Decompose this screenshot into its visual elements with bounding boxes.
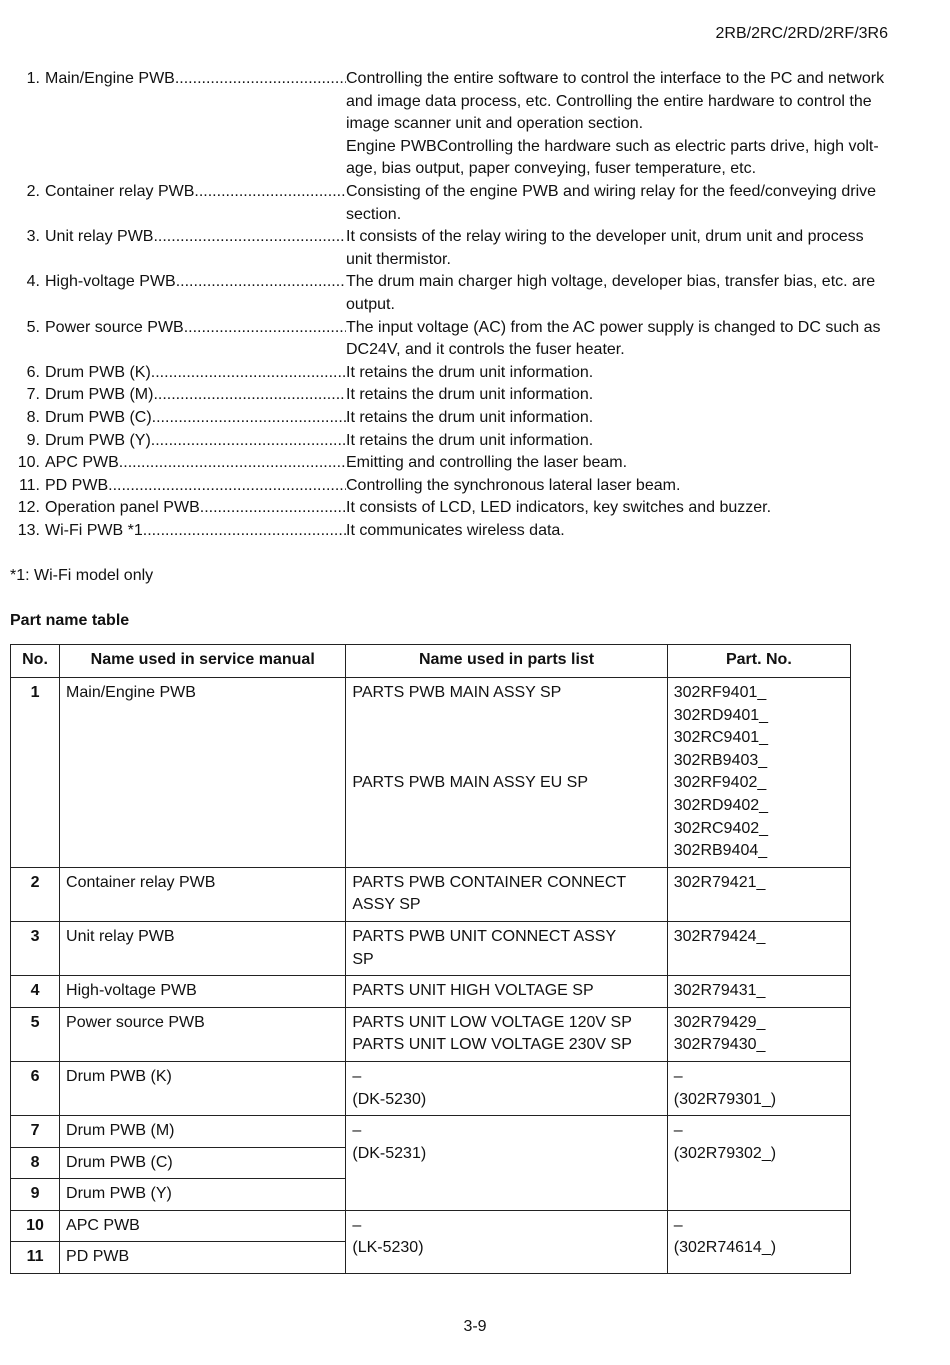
part-no-line: 302R79430_ — [673, 1036, 766, 1054]
service-name: Container relay PWB — [60, 867, 346, 921]
item-term: Operation panel PWB — [45, 499, 200, 517]
description-item — [10, 317, 930, 362]
item-number: 12. — [17, 499, 40, 517]
service-name: Drum PWB (K) — [60, 1061, 346, 1115]
dot-leader — [153, 384, 346, 407]
description-line: It retains the drum unit information. — [346, 386, 594, 404]
part-no-line: (302R79301_) — [673, 1090, 777, 1108]
item-description — [346, 520, 930, 543]
row-no: 2 — [11, 867, 60, 921]
table-header-row — [11, 645, 851, 678]
item-term: Container relay PWB — [45, 182, 195, 200]
parts-list-line: (LK-5230) — [352, 1239, 424, 1257]
description-line: age, bias output, paper conveying, fuser temperature, etc. — [346, 160, 757, 178]
item-term: High-voltage PWB — [45, 273, 176, 291]
parts-list-name — [346, 678, 667, 868]
header-no: No. — [11, 645, 60, 678]
description-line: image scanner unit and operation section. — [346, 115, 644, 133]
part-no-line: 302RC9401_ — [673, 729, 769, 747]
dot-leader — [143, 520, 346, 543]
parts-list-name — [346, 1116, 667, 1211]
parts-list-line: SP — [352, 950, 374, 968]
part-no-line: – — [673, 1067, 683, 1085]
item-number: 7. — [26, 386, 40, 404]
row-no: 11 — [11, 1242, 60, 1274]
description-line: Controlling the synchronous lateral laser beam. — [346, 476, 681, 494]
item-description — [346, 68, 930, 181]
description-line: The drum main charger high voltage, developer bias, transfer bias, etc. are — [346, 273, 876, 291]
row-no: 10 — [11, 1210, 60, 1242]
row-no: 7 — [11, 1116, 60, 1148]
parts-list-name — [346, 1061, 667, 1115]
part-no — [667, 678, 850, 868]
parts-list-line: – — [352, 1122, 362, 1140]
item-description — [346, 452, 930, 475]
service-name: Drum PWB (Y) — [60, 1179, 346, 1211]
part-no-line: (302R79302_) — [673, 1144, 777, 1162]
header-parts-list-name: Name used in parts list — [346, 645, 667, 678]
dot-leader — [151, 430, 346, 453]
row-no: 9 — [11, 1179, 60, 1211]
description-item — [10, 430, 930, 453]
dot-leader — [184, 317, 346, 362]
parts-list-line: PARTS PWB MAIN ASSY EU SP — [352, 774, 588, 792]
table-row — [11, 1007, 851, 1061]
item-number: 6. — [26, 363, 40, 381]
description-item — [10, 452, 930, 475]
parts-list-line: (DK-5230) — [352, 1090, 427, 1108]
description-line: It retains the drum unit information. — [346, 408, 594, 426]
dot-leader — [151, 362, 346, 385]
table-row — [11, 1210, 851, 1242]
row-no: 8 — [11, 1147, 60, 1179]
header-service-name: Name used in service manual — [60, 645, 346, 678]
item-number: 4. — [26, 273, 40, 291]
part-no — [667, 1210, 850, 1273]
parts-list-line: PARTS PWB MAIN ASSY SP — [352, 684, 562, 701]
model-code-header: 2RB/2RC/2RD/2RF/3R6 — [715, 25, 888, 42]
dot-leader — [119, 452, 346, 475]
description-item — [10, 520, 930, 543]
description-item — [10, 407, 930, 430]
item-number: 3. — [26, 228, 40, 246]
item-term: Unit relay PWB — [45, 228, 154, 246]
service-name: Drum PWB (M) — [60, 1116, 346, 1148]
header-part-no: Part. No. — [667, 645, 850, 678]
service-name: Drum PWB (C) — [60, 1147, 346, 1179]
footnote: *1: Wi-Fi model only — [10, 567, 154, 584]
description-line: The input voltage (AC) from the AC power supply is changed to DC such as — [346, 318, 881, 336]
item-term: Wi-Fi PWB *1 — [45, 521, 143, 539]
parts-list-name: PARTS UNIT HIGH VOLTAGE SP — [346, 976, 667, 1008]
part-name-table — [10, 644, 851, 1274]
parts-list-line: – — [352, 1216, 362, 1234]
item-description — [346, 362, 930, 385]
description-line: It consists of the relay wiring to the developer unit, drum unit and process — [346, 228, 864, 246]
description-line: It retains the drum unit information. — [346, 363, 594, 381]
item-term: PD PWB — [45, 476, 109, 494]
part-no — [667, 1061, 850, 1115]
page-number: 3-9 — [463, 1318, 487, 1335]
part-no-line: 302RD9402_ — [673, 796, 769, 814]
item-number: 9. — [26, 431, 40, 449]
item-number: 8. — [26, 408, 40, 426]
dot-leader — [200, 497, 346, 520]
description-item — [10, 384, 930, 407]
service-name: Main/Engine PWB — [60, 678, 346, 868]
service-name: APC PWB — [60, 1210, 346, 1242]
item-description — [346, 181, 930, 226]
item-description — [346, 475, 930, 498]
parts-list-line: PARTS UNIT LOW VOLTAGE 230V SP — [352, 1036, 632, 1054]
part-no-line: 302RF9402_ — [673, 774, 767, 792]
part-no-line: 302RD9401_ — [673, 706, 769, 724]
item-description — [346, 226, 930, 271]
description-item — [10, 362, 930, 385]
description-line: Consisting of the engine PWB and wiring relay for the feed/conveying drive — [346, 182, 877, 200]
item-number: 11. — [18, 476, 40, 494]
part-no-line: 302RC9402_ — [673, 819, 769, 837]
parts-list-line: (DK-5231) — [352, 1144, 427, 1162]
item-term: Drum PWB (C) — [45, 408, 152, 426]
dot-leader — [194, 181, 346, 226]
description-line: DC24V, and it controls the fuser heater. — [346, 341, 625, 359]
description-item — [10, 271, 930, 316]
dot-leader — [152, 407, 346, 430]
item-term: Drum PWB (M) — [45, 386, 154, 404]
item-term: Drum PWB (Y) — [45, 431, 151, 449]
pwb-description-list — [10, 68, 930, 542]
service-name: High-voltage PWB — [60, 976, 346, 1008]
table-row — [11, 1116, 851, 1148]
part-no: 302R79431_ — [667, 976, 850, 1008]
service-name: Unit relay PWB — [60, 921, 346, 975]
part-no-line: – — [673, 1216, 683, 1234]
description-line: It communicates wireless data. — [346, 521, 565, 539]
description-line: and image data process, etc. Controlling the entire hardware to control the — [346, 92, 872, 110]
table-title: Part name table — [10, 612, 130, 629]
table-row — [11, 867, 851, 921]
description-line: It consists of LCD, LED indicators, key switches and buzzer. — [346, 499, 772, 517]
row-no: 6 — [11, 1061, 60, 1115]
part-no — [667, 1007, 850, 1061]
dot-leader — [108, 475, 346, 498]
row-no: 1 — [11, 678, 60, 868]
description-line: Controlling the entire software to control the interface to the PC and network — [346, 70, 885, 87]
part-no-line: 302RB9403_ — [673, 751, 768, 769]
item-term: Main/Engine PWB — [45, 70, 175, 87]
part-no-line: 302RF9401_ — [673, 684, 767, 701]
item-number: 10. — [17, 454, 40, 472]
description-line: output. — [346, 295, 395, 313]
table-row — [11, 678, 851, 868]
dot-leader — [175, 68, 346, 181]
parts-list-line: PARTS PWB UNIT CONNECT ASSY — [352, 927, 617, 945]
description-line: unit thermistor. — [346, 250, 451, 268]
parts-list-line: PARTS UNIT LOW VOLTAGE 120V SP — [352, 1013, 632, 1031]
item-number: 2. — [26, 182, 40, 200]
parts-list-name — [346, 1007, 667, 1061]
item-term: APC PWB — [45, 454, 119, 472]
description-item — [10, 497, 930, 520]
part-no-line: (302R74614_) — [673, 1239, 777, 1257]
part-no-line: 302RB9404_ — [673, 842, 768, 860]
item-description — [346, 497, 930, 520]
row-no: 4 — [11, 976, 60, 1008]
parts-list-line: – — [352, 1067, 362, 1085]
parts-list-name — [346, 867, 667, 921]
description-line: Emitting and controlling the laser beam. — [346, 454, 628, 472]
table-row — [11, 921, 851, 975]
dot-leader — [176, 271, 346, 316]
item-description — [346, 317, 930, 362]
item-number: 5. — [26, 318, 40, 336]
row-no: 5 — [11, 1007, 60, 1061]
item-description — [346, 271, 930, 316]
item-number: 1. — [26, 70, 40, 87]
item-description — [346, 384, 930, 407]
dot-leader — [153, 226, 346, 271]
description-item — [10, 68, 930, 181]
description-item — [10, 226, 930, 271]
item-description — [346, 407, 930, 430]
parts-list-name — [346, 921, 667, 975]
part-no: 302R79424_ — [667, 921, 850, 975]
table-row — [11, 1061, 851, 1115]
parts-list-name — [346, 1210, 667, 1273]
service-name: PD PWB — [60, 1242, 346, 1274]
item-number: 13. — [17, 521, 40, 539]
part-no: 302R79421_ — [667, 867, 850, 921]
row-no: 3 — [11, 921, 60, 975]
description-line: Engine PWBControlling the hardware such as electric parts drive, high volt- — [346, 137, 879, 155]
table-row — [11, 976, 851, 1008]
description-item — [10, 181, 930, 226]
description-item — [10, 475, 930, 498]
item-description — [346, 430, 930, 453]
item-term: Drum PWB (K) — [45, 363, 151, 381]
part-no — [667, 1116, 850, 1211]
item-term: Power source PWB — [45, 318, 184, 336]
description-line: It retains the drum unit information. — [346, 431, 594, 449]
service-name: Power source PWB — [60, 1007, 346, 1061]
part-no-line: 302R79429_ — [673, 1013, 766, 1031]
parts-list-line: ASSY SP — [352, 896, 421, 914]
description-line: section. — [346, 205, 402, 223]
part-no-line: – — [673, 1122, 683, 1140]
parts-list-line: PARTS PWB CONTAINER CONNECT — [352, 873, 627, 891]
